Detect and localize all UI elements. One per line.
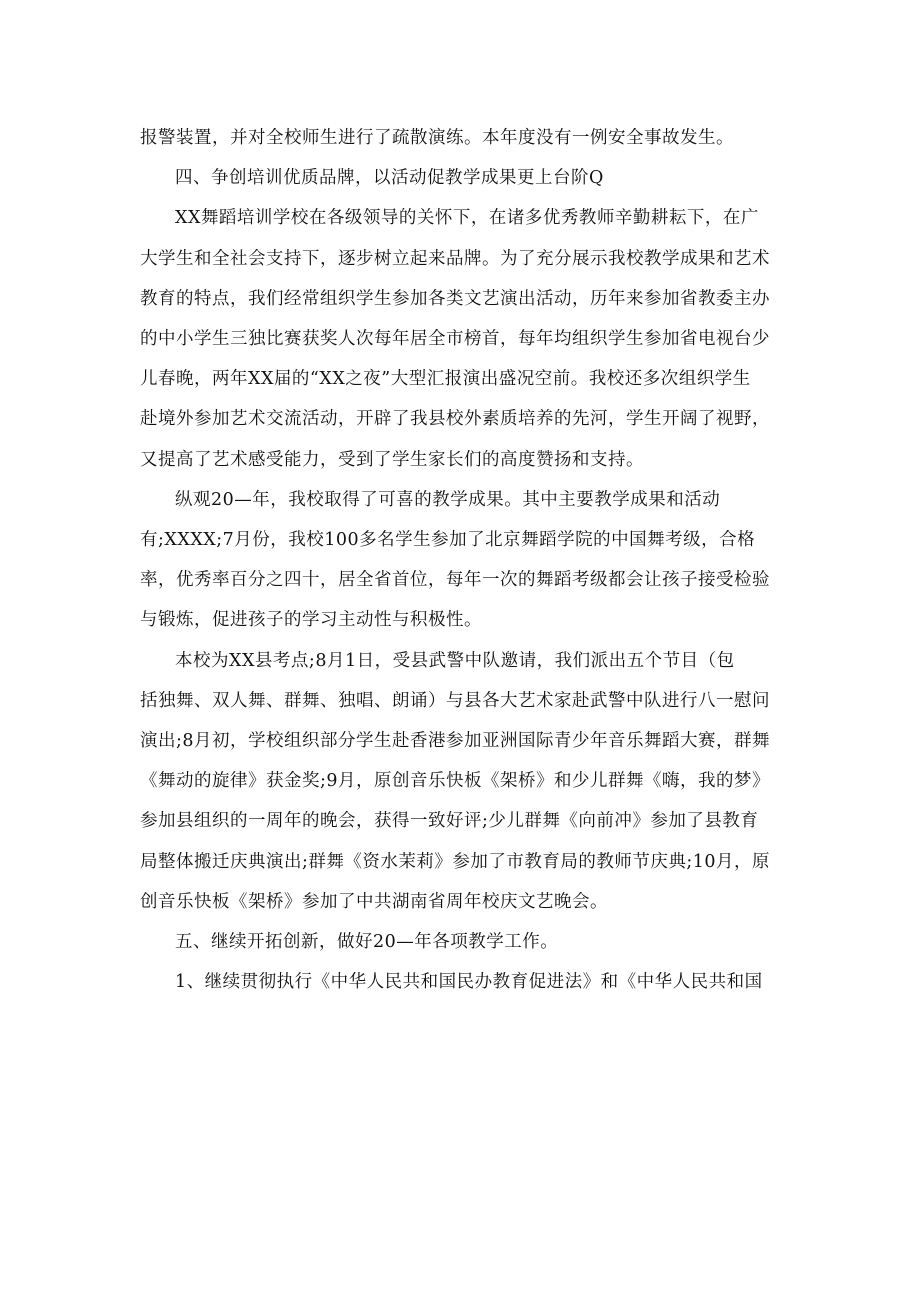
document-body	[140, 118, 783, 1002]
paragraph-item-one: 1、继续贯彻执行《中华人民共和国民办教育促进法》和《中华人民共和国	[175, 972, 763, 993]
paragraph-teaching-results: 纵观20—年，我校取得了可喜的教学成果。其中主要教学成果和活动 有;XXXX;7月份，我校100多名学生参加了北京舞蹈学院的中国舞考级，合格 率，优秀率百分之四十，居全省首位，每年一次的舞蹈考级都会让孩子接受检验 与锻炼，促进孩子的学习主动性与积极性。	[140, 489, 770, 631]
paragraph-performances: 本校为XX县考点;8月1日，受县武警中队邀请，我们派出五个节目（包 括独舞、双人舞、群舞、独唱、朗诵）与县各大艺术家赴武警中队进行八一慰问 演出;8月初，学校组织部分学生赴香港参加亚洲国际青少年音乐舞蹈大赛，群舞 《舞动的旋律》获金奖;9月，原创音乐快板《架桥》和少儿群舞《嗨，我的梦》 参加县组织的一周年的晚会，获得一致好评;少儿群舞《向前冲》参加了县教育 局整体搬迁庆典演出;群舞《资水茉莉》参加了市教育局的教师节庆典;10月，原 创音乐快板《架桥》参加了中共湖南省周年校庆文艺晚会。	[140, 650, 771, 912]
paragraph-school-brand: XX舞蹈培训学校在各级领导的关怀下，在诸多优秀教师辛勤耕耘下，在广 大学生和全社会支持下，逐步树立起来品牌。为了充分展示我校教学成果和艺术 教育的特点，我们经常组织学生参加各类文艺演出活动，历年来参加省教委主办 的中小学生三独比赛获奖人次每年居全市榜首，每年均组织学生参加省电视台少 儿春晚，两年XX届的“XX之夜”大型汇报演出盛况空前。我校还多次组织学生 赴境外参加艺术交流活动，开辟了我县校外素质培养的先河，学生开阔了视野， 又提高了艺术感受能力，受到了学生家长们的高度赞扬和支持。	[140, 208, 770, 470]
paragraph-safety-drill: 报警装置，并对全校师生进行了疏散演练。本年度没有一例安全事故发生。	[140, 128, 734, 148]
section-heading-five: 五、继续开拓创新，做好20—年各项教学工作。	[175, 932, 559, 953]
section-heading-four: 四、争创培训优质品牌，以活动促教学成果更上台阶Q	[175, 168, 604, 189]
